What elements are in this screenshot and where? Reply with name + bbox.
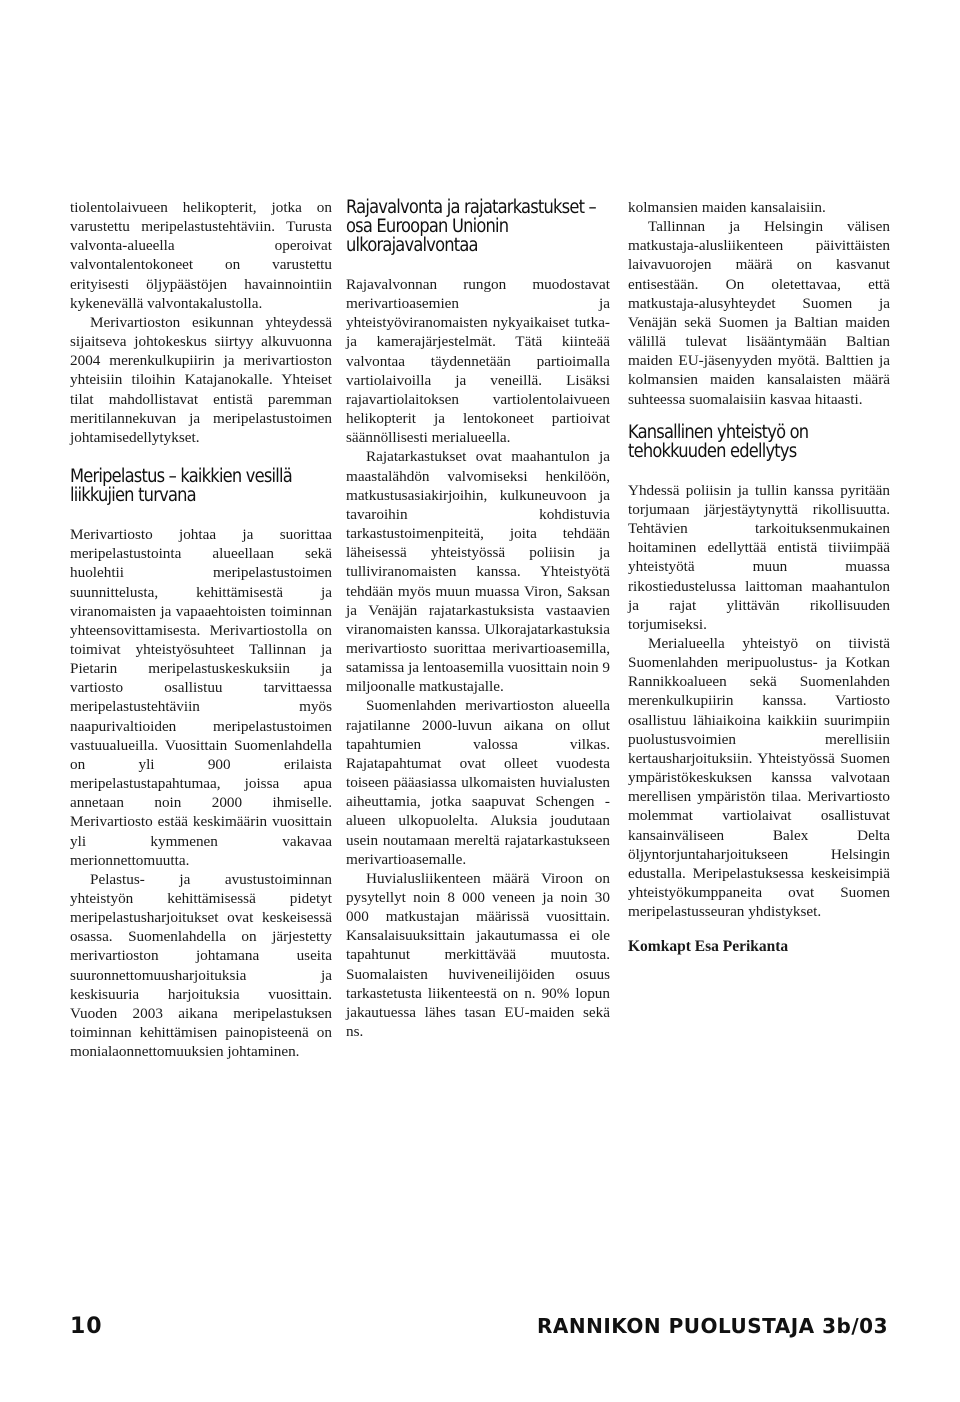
paragraph: Suomenlahden merivartioston alueella rajatilanne 2000-luvun aikana on ollut tapahtumien valossa vilkas. Rajatapahtumat ovat olleet vuodesta toiseen pääasiassa ulkomaisten huvialusten aiheuttamia, jotka saapuvat Schengen -alueen ulkopuolelta. Aluksia joudutaan usein noutamaan mereltä rajatarkastukseen merivartioasemalle.	[346, 697, 610, 868]
section-heading: Meripelastus – kaikkien vesillä liikkujien turvana	[70, 466, 292, 507]
paragraph: tiolentolaivueen helikopterit, jotka on varustettu meripelastustehtäviin. Turusta valvonta-alueella operoivat valvontalentokoneet on varustettu erityisesti öljypäästöjen havainnointiin kykenevällä valvontakalustolla.	[70, 199, 332, 312]
paragraph: Merivartiosto johtaa ja suorittaa meripelastustointa alueellaan sekä huolehtii meripelastustoimen suunnittelusta, kehittämisestä ja viranomaisten ja vapaaehtoisten toiminnan yhteensovittamisesta. Merivartiostolla on toimivat yhteistyösuhteet Tallinnan ja Pietarin meripelastuskeskuksiin ja vartiosto osallistuu tarvittaessa meripelastustehtäviin myös naapurivaltioiden meripelastustoimen vastuualueilla. Vuosittain Suomenlahdella on yli 900 erilaista meripelastustapahtumaa, joissa apua annetaan noin 2000 ihmiselle. Merivartiosto estää keskimäärin vuosittain yli kymmenen vakavaa merionnettomuutta.	[70, 526, 332, 869]
article-column-3	[628, 198, 890, 956]
paragraph: Rajatarkastukset ovat maahantulon ja maastalähdön valvomiseksi henkilöön, matkustusasiakirjoihin, kulkuneuvoon ja tavaroihin kohdistuvia tarkastustoimenpiteitä, joita tehdään läheisessä yhteistyössä poliisin ja tulliviranomaisten kanssa. Yhteistyötä tehdään myös muun muassa Viron, Saksan ja Venäjän rajatarkastuksista vastaavien viranomaisten kanssa. Ulkorajatarkastuksia merivartiosto suorittaa merivartioasemilla, satamissa ja lentoasemilla vuosittain noin 9 miljoonalle matkustajalle.	[346, 448, 610, 696]
article-column-2	[346, 198, 610, 1041]
paragraph: Yhdessä poliisin ja tullin kanssa pyritään torjumaan järjestäytynyttä rikollisuutta. Tehtävien tarkoituksenmukainen hoitaminen edellyttää entistä tiiviimpää yhteistyötä muun muassa rikostiedustelussa laittoman maahantulon ja rajat ylittävän rikollisuuden torjumiseksi.	[628, 481, 890, 633]
paragraph: Merivartioston esikunnan yhteydessä sijaitseva johtokeskus siirtyy alkuvuonna 2004 merenkulkupiirin ja merivartioston yhteisiin tiloihin Katajanokalle. Yhteiset tilat mahdollistavat entistä paremman meritilannekuvan ja meripelastustoimen johtamisedellytykset.	[70, 313, 332, 446]
section-heading: Rajavalvonta ja rajatarkastukset – osa Euroopan Unionin ulkorajavalvontaa	[346, 197, 596, 256]
section-heading: Kansallinen yhteistyö on tehokkuuden edellytys	[628, 421, 809, 462]
page-number: 10	[70, 1314, 103, 1339]
paragraph: Huvialusliikenteen määrä Viroon on pysytellyt noin 8 000 veneen ja noin 30 000 matkustajan määrissä vuosittain. Kansalaisuuksittain jakautumassa ei ole tapahtunut merkittävää muutosta. Suomalaisten huviveneilijöiden osuus tarkastetusta liikenteestä on n. 90% lopun jakautuessa lähes tasan EU-maiden sekä ns.	[346, 869, 610, 1041]
paragraph: Merialueella yhteistyö on tiivistä Suomenlahden meripuolustus- ja Kotkan Rannikkoalueen sekä Suomenlahden merenkulkupiirin kanssa. Vartiosto osallistuu lähiaikoina kaikkiin suurimpiin puolustusvoimien merellisiin kertausharjoituksiin. Yhteistyössä Suomen ympäristökeskuksen kanssa valvotaan merellisen ympäristön tilaa. Merivartiosto molemmat vartiolaivat osallistuvat kansainväliseen Balex Delta öljyntorjuntaharjoitukseen Helsingin edustalla. Meripelastuksessa keskeisimpiä yhteistyökumppaneita ovat Suomen meripelastusseuran yhdistykset.	[628, 634, 890, 921]
article-column-1	[70, 198, 332, 1061]
magazine-title: RANNIKON PUOLUSTAJA 3b/03	[537, 1314, 888, 1338]
author-signature: Komkapt Esa Perikanta	[628, 938, 789, 956]
paragraph: Pelastus- ja avustustoiminnan yhteistyön kehittämisessä pidetyt meripelastusharjoitukset ovat keskeisessä osassa. Suomenlahdella on järjestetty merivartioston johtamana useita suuronnettomuusharjoituksia ja keskisuuria harjoituksia vuosittain. Vuoden 2003 aikana meripelastuksen toiminnan kehittämisen painopisteenä on monialaonnettomuuksien johtaminen.	[70, 870, 332, 1061]
paragraph: Rajavalvonnan rungon muodostavat merivartioasemien ja yhteistyöviranomaisten nykyaikaiset tutka- ja kamerajärjestelmät. Tätä kiinteää valvontaa täydennetään partioimalla vartiolaivoilla ja veneillä. Lisäksi rajavartiolaitoksen vartiolentolaivueen helikopterit ja lentokoneet partioivat säännöllisesti merialueella.	[346, 276, 610, 447]
paragraph: kolmansien maiden kansalaisiin.	[628, 199, 826, 216]
paragraph: Tallinnan ja Helsingin välisen matkustaja-alusliikenteen päivittäisten laivavuorojen määrä on kasvanut entisestään. On oletettavaa, että matkustaja-alusyhteydet Suomen ja Venäjän sekä Suomen ja Baltian maiden välillä tulevat lisääntymään Baltian maiden EU-jäsenyyden myötä. Balttien ja kolmansien maiden kansalaisten määrä suhteessa suomalaisiin kasvaa hitaasti.	[628, 218, 890, 408]
